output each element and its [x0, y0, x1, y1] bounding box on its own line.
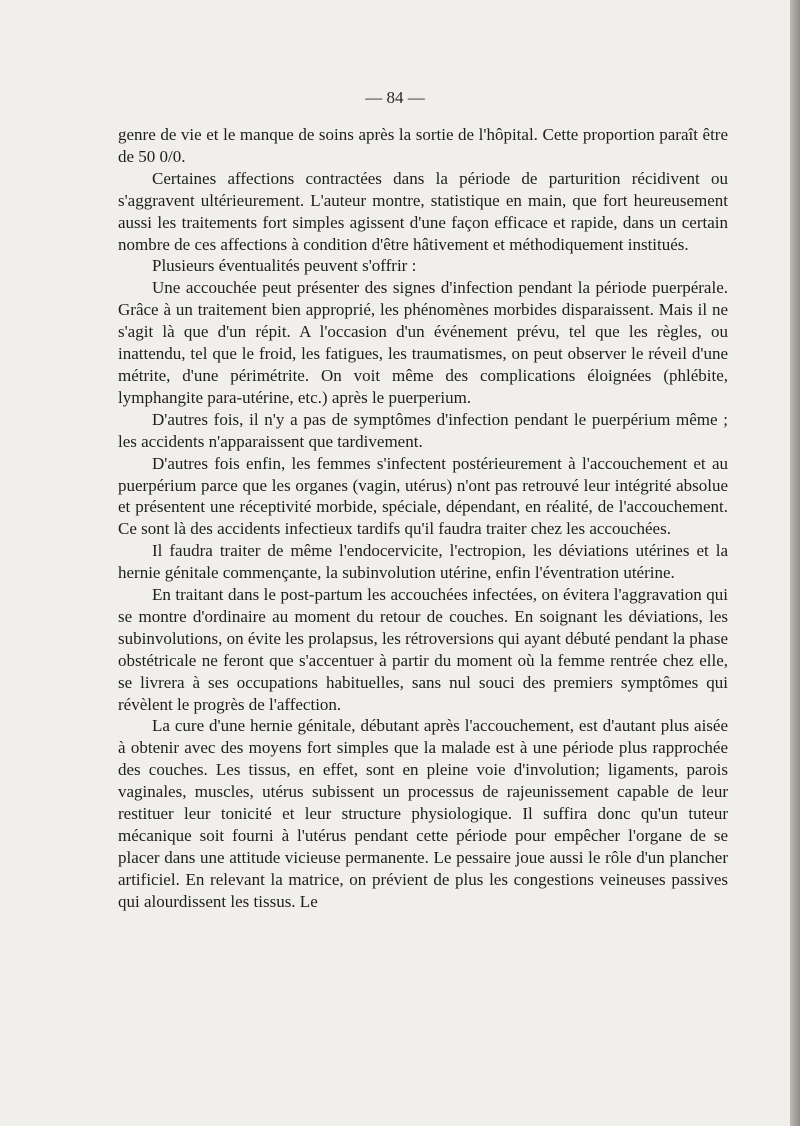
paragraph-7: Il faudra traiter de même l'endocervicite, l'ectropion, les déviations utérines et la hernie génitale commençante, la subinvolution utérine, enfin l'éventration utérine. — [118, 541, 728, 583]
paragraph-1: genre de vie et le manque de soins après la sortie de l'hôpital. Cette proportion paraît être de 50 0/0. — [118, 125, 728, 166]
paragraph-9: La cure d'une hernie génitale, débutant après l'accouchement, est d'autant plus aisée à obtenir avec des moyens fort simples que la malade est à une période plus rapprochée des couches. Les tissus, en effet, sont en pleine voie d'involution; ligaments, parois vaginales, muscles, utérus subissent un processus de rajeunissement capable de leur restituer leur tonicité et leur structure physiologique. Il suffira donc qu'un tuteur mécanique soit fourni à l'utérus pendant cette période pour empêcher l'organe de se placer dans une attitude vicieuse permanente. Le pessaire joue aussi le rôle d'un plancher artificiel. En relevant la matrice, on prévient de plus les congestions veineuses passives qui alourdissent les tissus. Le — [118, 716, 728, 911]
page-edge — [790, 0, 800, 1126]
paragraph-3: Plusieurs éventualités peuvent s'offrir : — [152, 256, 417, 276]
page-number: — 84 — — [365, 88, 425, 107]
paragraph-2: Certaines affections contractées dans la période de parturition récidivent ou s'aggravent ultérieurement. L'auteur montre, statistique en main, que fort heureusement aussi les traitements fort simples agissent d'une façon efficace et rapide, dans un certain nombre de ces affections à condition d'être hâtivement et méthodiquement institués. — [118, 168, 728, 254]
paragraph-4: Une accouchée peut présenter des signes d'infection pendant la période puerpérale. Grâce à un traitement bien approprié, les phénomènes morbides disparaissent. Mais il ne s'agit là que d'un répit. A l'occasion d'un événement prévu, tel que les règles, ou inattendu, tel que le froid, les fatigues, les traumatismes, on peut observer le réveil d'une métrite, d'une périmétrite. On voit même des complications éloignées (phlébite, lymphangite para-utérine, etc.) après le puerperium. — [118, 278, 728, 407]
body-text — [118, 124, 728, 913]
paragraph-5: D'autres fois, il n'y a pas de symptômes d'infection pendant le puerpérium même ; les accidents n'apparaissent que tardivement. — [118, 409, 728, 451]
paragraph-6: D'autres fois enfin, les femmes s'infectent postérieurement à l'accouchement et au puerpérium parce que les organes (vagin, utérus) n'ont pas retrouvé leur intégrité absolue et présentent une réceptivité morbide, spéciale, dépendant, en réalité, de l'accouchement. Ce sont là des accidents infectieux tardifs qu'il faudra traiter chez les accouchées. — [118, 453, 728, 539]
paragraph-8: En traitant dans le post-partum les accouchées infectées, on évitera l'aggravation qui se montre d'ordinaire au moment du retour de couches. En soignant les déviations, les subinvolutions, on évite les prolapsus, les rétroversions qui ayant débuté pendant la phase obstétricale ne feront que s'accentuer à partir du moment où la femme rentrée chez elle, se livrera à ses occupations habituelles, sans nul souci des premiers symptômes qui révèlent le progrès de l'affection. — [118, 585, 728, 714]
